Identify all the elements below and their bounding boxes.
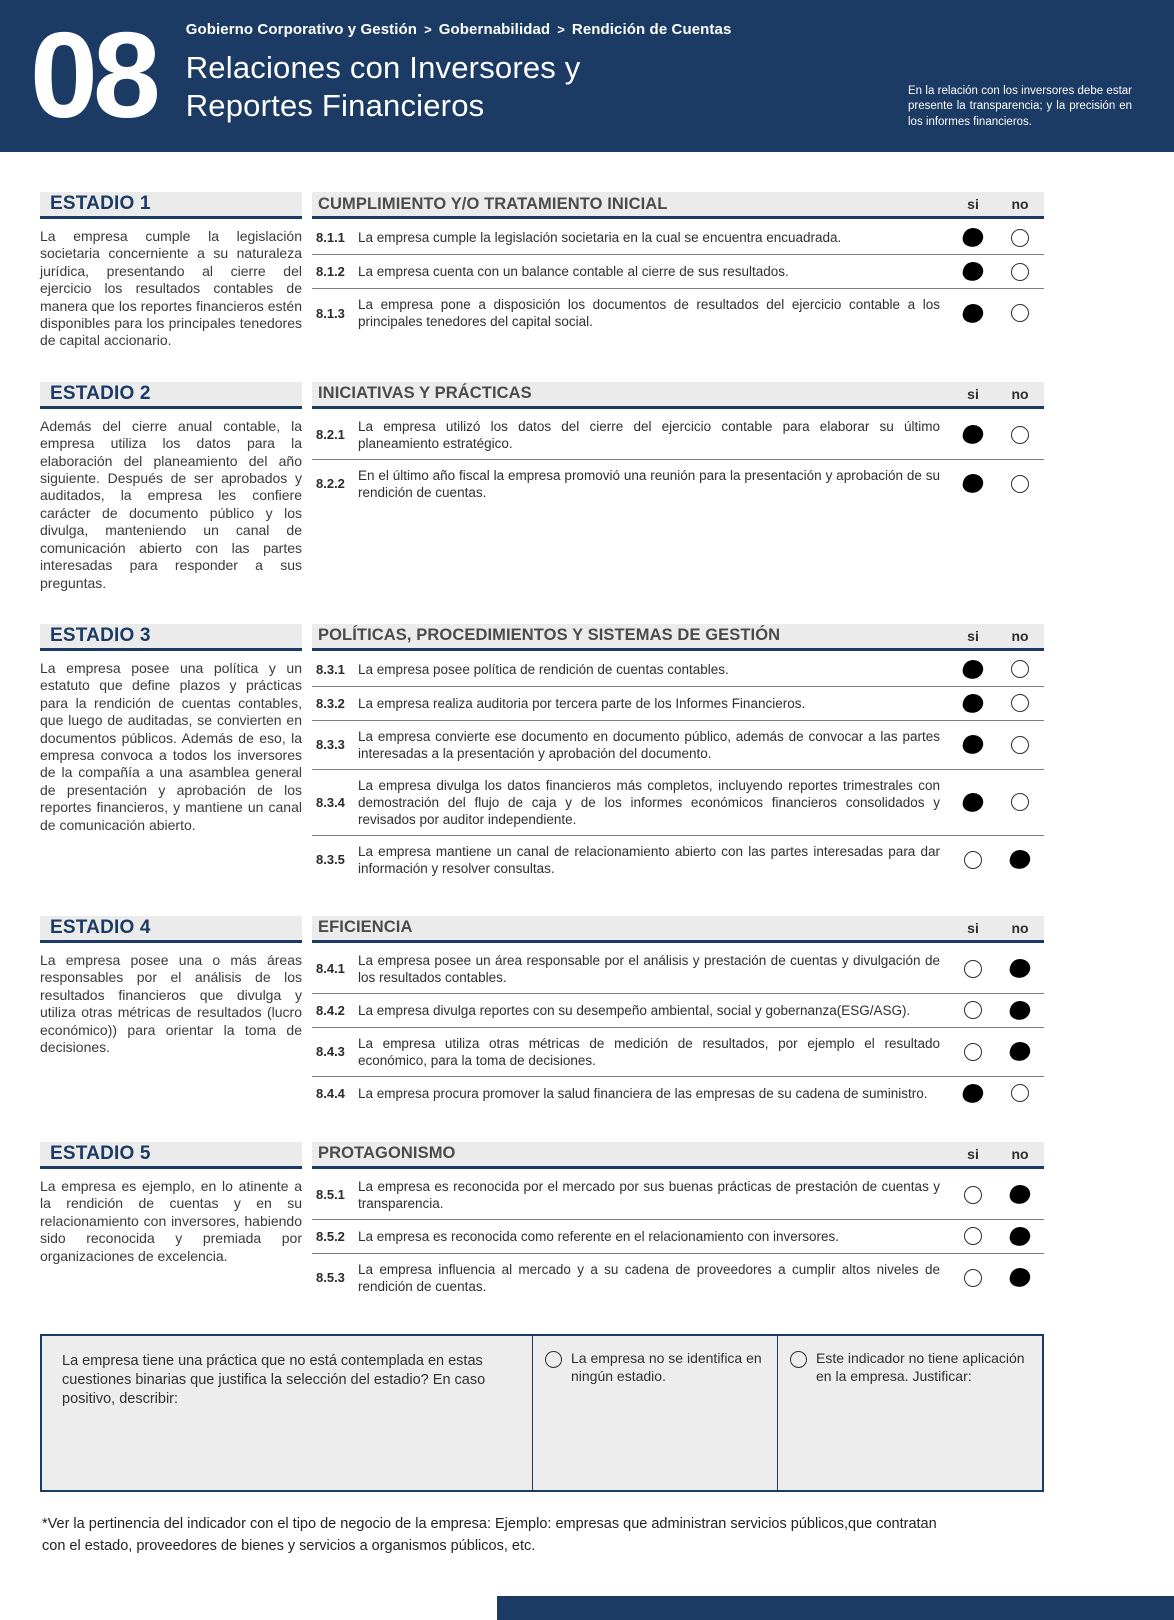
radio-no[interactable] [1011, 1084, 1029, 1102]
radio-no[interactable] [1011, 793, 1029, 811]
stage-description: La empresa posee una política y un estatuto que define plazos y prácticas para la rendición de cuentas contables, que luego de auditadas, se convierten en documentos públicos. Además de eso, la empresa convoca a todos los inversores de la compañía a una asamblea general de presentación y aprobación de los reportes financieros, y mantiene un canal de comunicación abierto. [40, 659, 302, 833]
column-label-si: si [967, 385, 979, 402]
item-number: 8.1.2 [316, 264, 345, 279]
item-number: 8.1.1 [316, 230, 345, 245]
radio-no[interactable] [1008, 1040, 1032, 1063]
section-estadio-5 [40, 1142, 1044, 1302]
column-label-no: no [1011, 627, 1029, 644]
radio-si[interactable] [961, 301, 985, 324]
item-text: En el último año fiscal la empresa promovió una reunión para la presentación y aprobación de su rendición de cuentas. [358, 467, 940, 500]
item-number: 8.3.4 [316, 794, 345, 810]
page-title: Relaciones con Inversores y Reportes Financieros [185, 50, 581, 123]
item-number: 8.5.2 [316, 1228, 345, 1244]
item-text: La empresa mantiene un canal de relacionamiento abierto con las partes interesadas para dar información y resolver consultas. [358, 843, 940, 876]
breadcrumb-item: Gobierno Corporativo y Gestión [185, 21, 418, 38]
justification-box [40, 1334, 1044, 1492]
section-estadio-4 [40, 916, 1044, 1110]
column-label-si: si [967, 919, 979, 936]
radio-si[interactable] [961, 226, 985, 249]
indicator-form [40, 192, 1044, 1302]
item-text: La empresa cuenta con un balance contable al cierre de sus resultados. [358, 264, 789, 279]
item-row [312, 460, 1044, 508]
item-text: La empresa utilizó los datos del cierre del ejercicio contable para elaborar su último planeamiento estratégico. [358, 418, 940, 451]
stage-label: ESTADIO 2 [50, 382, 151, 404]
radio-no[interactable] [1008, 999, 1032, 1022]
item-row [312, 1077, 1044, 1110]
chevron-right-icon: > [557, 22, 565, 37]
item-number: 8.4.2 [316, 1002, 345, 1018]
stage-label: ESTADIO 4 [50, 916, 151, 938]
radio-si[interactable] [961, 260, 985, 283]
radio-no[interactable] [1011, 660, 1029, 678]
radio-no[interactable] [1011, 304, 1029, 322]
item-row [312, 687, 1044, 721]
section-heading: CUMPLIMIENTO Y/O TRATAMIENTO INICIAL [318, 194, 668, 213]
radio-si[interactable] [961, 791, 985, 814]
radio-si[interactable] [961, 472, 985, 495]
item-row [312, 1220, 1044, 1254]
section-heading: PROTAGONISMO [318, 1144, 456, 1163]
item-text: La empresa cumple la legislación societaria en la cual se encuentra encuadrada. [358, 230, 842, 245]
section-header [40, 624, 1044, 651]
radio-si[interactable] [964, 1269, 982, 1287]
radio-si[interactable] [964, 851, 982, 869]
section-heading: INICIATIVAS Y PRÁCTICAS [318, 384, 532, 403]
item-number: 8.3.3 [316, 737, 345, 753]
section-header [40, 382, 1044, 409]
chapter-number: 08 [30, 7, 156, 143]
item-number: 8.3.5 [316, 852, 345, 868]
item-row [312, 1254, 1044, 1302]
section-header [40, 916, 1044, 943]
radio-si[interactable] [964, 960, 982, 978]
radio-si[interactable] [964, 1001, 982, 1019]
item-text: La empresa divulga reportes con su desempeño ambiental, social y gobernanza(ESG/ASG). [358, 1002, 911, 1018]
item-text: La empresa convierte ese documento en documento público, además de convocar a las partes interesadas a la presentación y aprobación del documento. [358, 728, 940, 761]
column-label-si: si [967, 196, 979, 212]
stage-description: La empresa posee una o más áreas responsables por el análisis de los resultados financieros que divulga y utiliza otras métricas de resultados (lucro económico)) para orientar la toma de decisiones. [40, 951, 302, 1055]
radio-no[interactable] [1008, 1266, 1032, 1289]
radio-si[interactable] [964, 1227, 982, 1245]
open-question-text: La empresa tiene una práctica que no está contemplada en estas cuestiones binarias que justifica la selección del estadio? En caso positivo, describir: [62, 1352, 486, 1407]
item-text: La empresa pone a disposición los documentos de resultados del ejercicio contable a los principales tenedores del capital social. [358, 297, 940, 329]
breadcrumb [186, 21, 908, 38]
radio-no-stage[interactable] [545, 1351, 562, 1368]
item-row [312, 221, 1044, 255]
column-label-no: no [1011, 919, 1029, 936]
radio-si[interactable] [961, 658, 985, 681]
section-estadio-3 [40, 624, 1044, 884]
column-label-si: si [967, 1145, 979, 1162]
item-number: 8.4.3 [316, 1044, 345, 1060]
radio-si[interactable] [961, 423, 985, 446]
radio-no[interactable] [1008, 957, 1032, 980]
stage-label: ESTADIO 3 [50, 624, 151, 646]
radio-no[interactable] [1011, 475, 1029, 493]
item-text: La empresa procura promover la salud financiera de las empresas de su cadena de suministro. [358, 1085, 928, 1101]
radio-si[interactable] [961, 692, 985, 715]
item-row [312, 1028, 1044, 1077]
radio-not-applicable[interactable] [790, 1351, 807, 1368]
item-text: La empresa realiza auditoria por tercera parte de los Informes Financieros. [358, 695, 806, 711]
column-label-no: no [1011, 1145, 1029, 1162]
item-text: La empresa posee política de rendición de cuentas contables. [358, 661, 729, 677]
item-row [312, 836, 1044, 884]
item-row [312, 1171, 1044, 1220]
stage-description: La empresa es ejemplo, en lo atinente a la rendición de cuentas y en su relacionamiento con inversores, habiendo sido reconocida y premiada por organizaciones de excelencia. [40, 1177, 302, 1264]
breadcrumb-item: Gobernabilidad [438, 21, 551, 38]
option-not-applicable-label: Este indicador no tiene aplicación en la empresa. Justificar: [816, 1349, 1025, 1384]
radio-si[interactable] [964, 1043, 982, 1061]
column-label-no: no [1011, 385, 1029, 402]
radio-si[interactable] [964, 1186, 982, 1204]
radio-no[interactable] [1008, 848, 1032, 871]
section-heading: POLÍTICAS, PROCEDIMIENTOS Y SISTEMAS DE GESTIÓN [318, 626, 781, 645]
item-text: La empresa divulga los datos financieros más completos, incluyendo reportes trimestrales con demostración del flujo de caja y de los informes económicos financieros consolidados y revisados por auditor independiente. [358, 777, 940, 827]
page-header [0, 0, 1174, 152]
radio-no[interactable] [1011, 229, 1029, 247]
radio-no[interactable] [1008, 1183, 1032, 1206]
option-no-stage-label: La empresa no se identifica en ningún estadio. [571, 1349, 762, 1384]
stage-label: ESTADIO 1 [50, 193, 151, 214]
item-number: 8.3.1 [316, 661, 345, 677]
item-row [312, 411, 1044, 460]
item-number: 8.1.3 [316, 305, 345, 321]
item-number: 8.4.4 [316, 1085, 345, 1101]
item-row [312, 721, 1044, 770]
item-number: 8.5.1 [316, 1187, 345, 1203]
radio-si[interactable] [961, 733, 985, 756]
item-text: La empresa es reconocida por el mercado por sus buenas prácticas de prestación de cuentas y transparencia. [358, 1178, 940, 1211]
item-row [312, 653, 1044, 687]
stage-label: ESTADIO 5 [50, 1142, 151, 1164]
radio-no[interactable] [1011, 736, 1029, 754]
radio-no[interactable] [1011, 263, 1029, 281]
open-question-area[interactable] [42, 1336, 532, 1490]
section-estadio-2 [40, 382, 1044, 592]
radio-no[interactable] [1011, 694, 1029, 712]
radio-si[interactable] [961, 1082, 985, 1105]
item-number: 8.2.2 [316, 476, 345, 492]
footnote: *Ver la pertinencia del indicador con el tipo de negocio de la empresa: Ejemplo: empresas que administran servicios públicos,que contratan con el estado, proveedores de bienes y servicios a organismos públicos, etc. [42, 1515, 937, 1554]
item-row [312, 289, 1044, 337]
item-number: 8.2.1 [316, 427, 345, 443]
breadcrumb-item: Rendición de Cuentas [571, 21, 732, 38]
footer-bar [497, 1596, 1174, 1620]
stage-description: La empresa cumple la legislación societaria concerniente a su naturaleza jurídica, presentando al cierre del ejercicio los resultados contables de manera que los reportes financieros estén disponibles para los principales tenedores de capital accionario. [40, 228, 302, 349]
item-number: 8.5.3 [316, 1270, 345, 1286]
radio-no[interactable] [1011, 426, 1029, 444]
item-row [312, 945, 1044, 994]
item-number: 8.4.1 [316, 961, 345, 977]
header-note: En la relación con los inversores debe estar presente la transparencia; y la precisión en los informes financieros. [908, 85, 1132, 128]
item-row [312, 255, 1044, 289]
section-header [40, 192, 1044, 219]
radio-no[interactable] [1008, 1225, 1032, 1248]
item-row [312, 994, 1044, 1028]
section-header [40, 1142, 1044, 1169]
section-heading: EFICIENCIA [318, 918, 413, 937]
column-label-si: si [967, 627, 979, 644]
item-number: 8.3.2 [316, 695, 345, 711]
section-estadio-1 [40, 192, 1044, 350]
item-text: La empresa influencia al mercado y a su cadena de proveedores a cumplir altos niveles de rendición de cuentas. [358, 1261, 940, 1294]
item-text: La empresa utiliza otras métricas de medición de resultados, por ejemplo el resultado económico, para la toma de decisiones. [358, 1035, 940, 1068]
item-text: La empresa es reconocida como referente en el relacionamiento con inversores. [358, 1228, 840, 1244]
chevron-right-icon: > [424, 22, 432, 37]
item-row [312, 770, 1044, 836]
column-label-no: no [1011, 196, 1029, 212]
item-text: La empresa posee un área responsable por el análisis y prestación de cuentas y divulgación de los resultados contables. [358, 952, 940, 985]
stage-description: Además del cierre anual contable, la empresa utiliza los datos para la elaboración del planeamiento del año siguiente. Después de ser aprobados y auditados, la empresa les confiere carácter de documento público y los divulga, manteniendo un canal de comunicación abierto con las partes interesadas para responder a sus preguntas. [40, 417, 302, 591]
